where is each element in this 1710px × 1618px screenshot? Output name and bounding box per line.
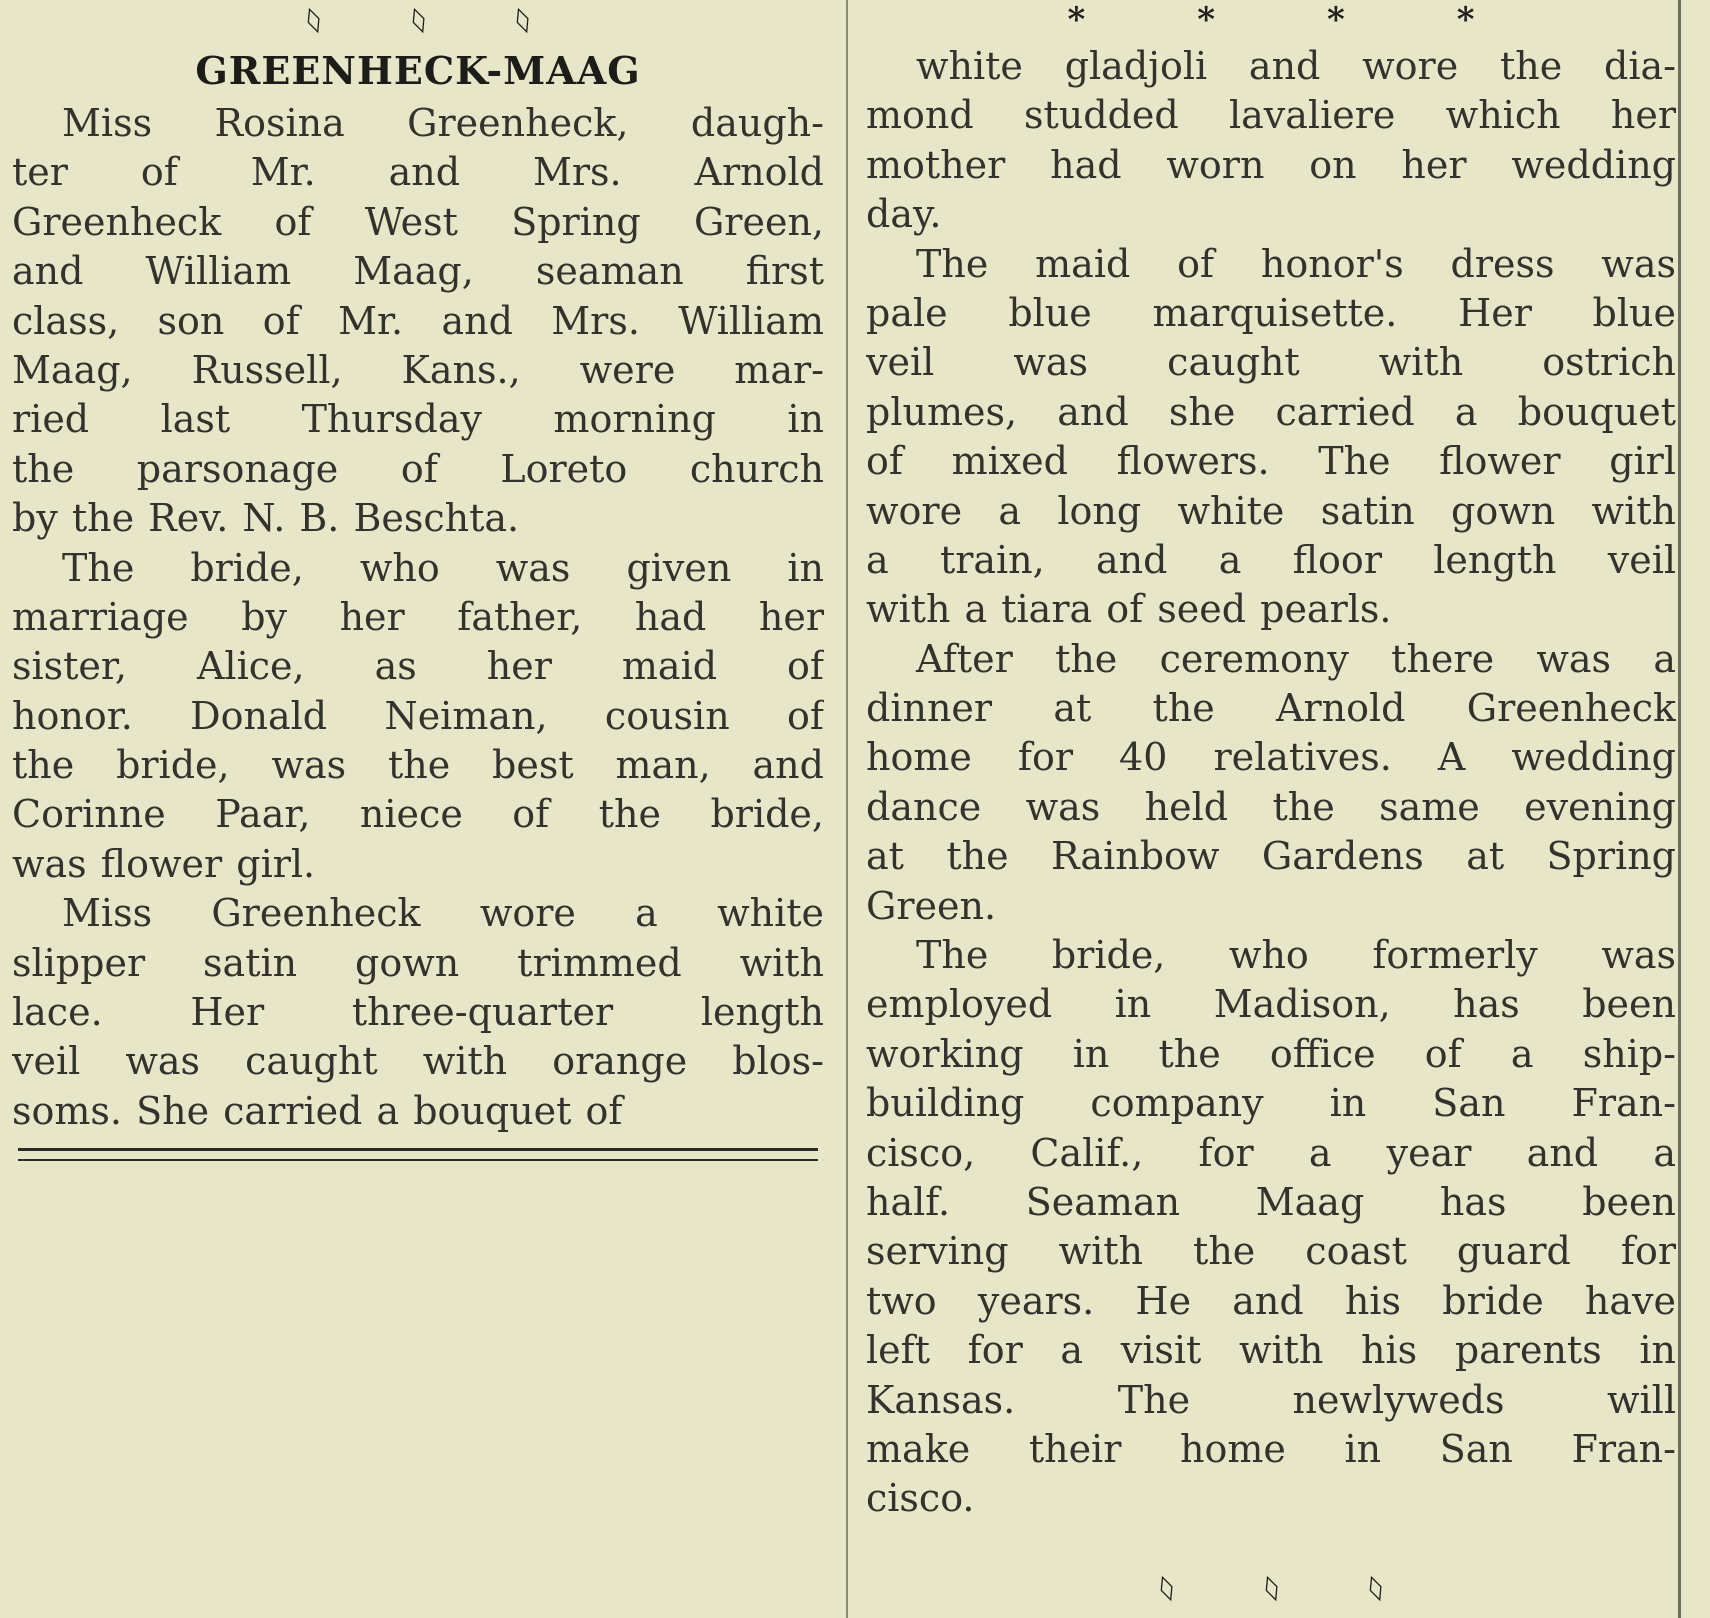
column-divider — [846, 0, 848, 1618]
text-line: dance was held the same evening — [866, 784, 1676, 829]
text-line: and William Maag, seaman first — [12, 249, 824, 294]
text-line: at the Rainbow Gardens at Spring — [866, 834, 1676, 879]
text-line: veil was caught with orange blos- — [12, 1039, 824, 1084]
diamond-ornament-icon: ◊ — [1154, 1571, 1178, 1605]
article-paragraph — [866, 240, 1676, 635]
text-line: building company in San Fran- — [866, 1081, 1676, 1126]
text-line: Corinne Paar, niece of the bride, — [12, 792, 824, 837]
article-paragraph — [866, 931, 1676, 1524]
text-line: sister, Alice, as her maid of — [12, 644, 824, 689]
text-line: dinner at the Arnold Greenheck — [866, 686, 1676, 731]
text-line: cisco, Calif., for a year and a — [866, 1130, 1676, 1175]
text-line: soms. She carried a bouquet of — [12, 1088, 623, 1133]
text-line: marriage by her father, had her — [12, 594, 824, 639]
article-paragraph — [12, 544, 824, 890]
text-line: half. Seaman Maag has been — [866, 1179, 1676, 1224]
text-line: Green. — [866, 883, 997, 928]
text-line: slipper satin gown trimmed with — [12, 940, 824, 985]
text-line: cisco. — [866, 1476, 975, 1521]
text-line: employed in Madison, has been — [866, 982, 1676, 1027]
text-line: Miss Greenheck wore a white — [62, 891, 824, 936]
text-line: honor. Donald Neiman, cousin of — [12, 693, 824, 738]
text-line: plumes, and she carried a bouquet — [866, 389, 1676, 434]
text-line: Greenheck of West Spring Green, — [12, 199, 824, 244]
left-article-body — [12, 99, 824, 1136]
diamond-ornament-icon: ◊ — [1259, 1571, 1283, 1605]
text-line: two years. He and his bride have — [866, 1278, 1676, 1323]
right-article-body — [866, 42, 1676, 1524]
text-line: veil was caught with ostrich — [866, 340, 1676, 385]
article-paragraph — [12, 889, 824, 1136]
article-paragraph — [12, 99, 824, 544]
text-line: was flower girl. — [12, 841, 316, 886]
article-paragraph — [866, 635, 1676, 931]
text-line: After the ceremony there was a — [916, 636, 1676, 681]
end-of-article-rule — [18, 1148, 818, 1161]
text-line: The bride, who was given in — [62, 545, 824, 590]
star-ornament-icon: * — [1197, 0, 1215, 40]
article-paragraph — [866, 42, 1676, 240]
text-line: pale blue marquisette. Her blue — [866, 290, 1676, 335]
text-line: mother had worn on her wedding — [866, 142, 1676, 187]
text-line: the bride, was the best man, and — [12, 743, 824, 788]
text-line: ter of Mr. and Mrs. Arnold — [12, 150, 824, 195]
text-line: lace. Her three-quarter length — [12, 990, 824, 1035]
star-ornament-icon: * — [1456, 0, 1475, 40]
text-line: day. — [866, 192, 942, 237]
text-line: serving with the coast guard for — [866, 1229, 1676, 1274]
text-line: the parsonage of Loreto church — [12, 446, 824, 491]
article-headline: GREENHECK-MAAG — [195, 48, 641, 93]
diamond-ornament-icon: ◊ — [301, 3, 325, 37]
text-line: Kansas. The newlyweds will — [866, 1377, 1676, 1422]
star-ornament-icon: * — [1067, 0, 1086, 40]
text-line: Maag, Russell, Kans., were mar- — [12, 347, 824, 392]
text-line: working in the office of a ship- — [866, 1031, 1676, 1076]
text-line: a train, and a floor length veil — [866, 537, 1676, 582]
top-left-ornament — [12, 0, 824, 40]
text-line: with a tiara of seed pearls. — [866, 587, 1392, 632]
text-line: mond studded lavaliere which her — [866, 93, 1676, 138]
text-line: The bride, who formerly was — [916, 933, 1676, 978]
diamond-ornament-icon: ◊ — [511, 3, 535, 37]
text-line: Miss Rosina Greenheck, daugh- — [62, 101, 824, 145]
text-line: of mixed flowers. The flower girl — [866, 439, 1676, 484]
text-line: The maid of honor's dress was — [916, 241, 1676, 286]
text-line: left for a visit with his parents in — [866, 1328, 1676, 1373]
text-line: class, son of Mr. and Mrs. William — [12, 298, 824, 343]
text-line: make their home in San Fran- — [866, 1426, 1676, 1471]
right-edge-rule — [1678, 0, 1681, 1618]
diamond-ornament-icon: ◊ — [1364, 1571, 1388, 1605]
text-line: white gladjoli and wore the dia- — [916, 44, 1676, 88]
star-ornament-icon: * — [1327, 0, 1345, 40]
left-column — [12, 0, 824, 1161]
top-right-ornament — [866, 0, 1676, 40]
text-line: home for 40 relatives. A wedding — [866, 735, 1676, 780]
diamond-ornament-icon: ◊ — [406, 3, 430, 37]
text-line: wore a long white satin gown with — [866, 488, 1676, 533]
bottom-right-ornament — [866, 1568, 1676, 1608]
right-column — [866, 0, 1676, 1524]
text-line: ried last Thursday morning in — [12, 397, 824, 442]
text-line: by the Rev. N. B. Beschta. — [12, 496, 520, 541]
